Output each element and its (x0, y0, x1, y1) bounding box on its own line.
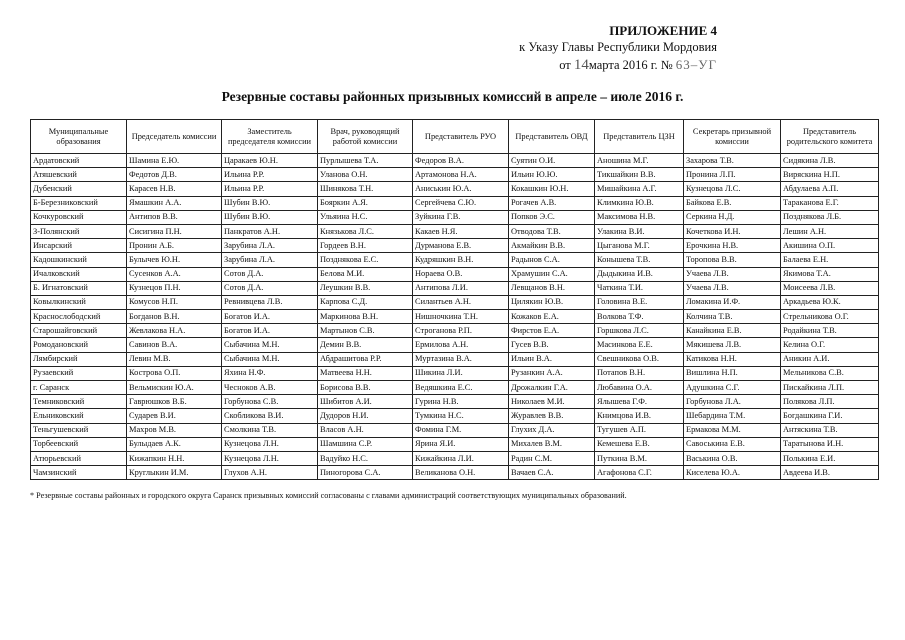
table-cell: Цыганова М.Г. (595, 239, 684, 253)
table-cell: Демин В.В. (318, 338, 413, 352)
table-cell: Левин М.В. (127, 352, 222, 366)
table-cell: Шинякова Т.Н. (318, 182, 413, 196)
footnote: * Резервные составы районных и городского округа Саранск призывных комиссий согласованы с главами администраций соответствующих муниципальных образований. (30, 491, 627, 500)
municipality-cell: З-Полянский (31, 224, 127, 238)
table-cell: Кемешева Е.В. (595, 437, 684, 451)
table-cell: Киселева Ю.А. (684, 466, 781, 480)
table-cell: Климкина Ю.В. (595, 196, 684, 210)
table-row (31, 182, 879, 196)
table-cell: Якимова Т.А. (781, 267, 879, 281)
table-cell: Колчина Т.В. (684, 310, 781, 324)
table-cell: Ильин Ю.Ю. (509, 168, 595, 182)
table-cell: Кижапкин Н.Н. (127, 451, 222, 465)
table-cell: Радин С.М. (509, 451, 595, 465)
appendix-header (519, 23, 717, 74)
date-rest: марта 2016 г. № (588, 58, 673, 72)
table-cell: Таратынова И.Н. (781, 437, 879, 451)
table-cell: Моисеева Л.В. (781, 281, 879, 295)
municipality-cell: Темниковский (31, 395, 127, 409)
municipality-cell: г. Саранск (31, 381, 127, 395)
table-cell: Канайкина Е.В. (684, 324, 781, 338)
table-row (31, 409, 879, 423)
table-cell: Левщанов В.Н. (509, 281, 595, 295)
table-cell: Михалев В.М. (509, 437, 595, 451)
table-cell: Мякишева Л.В. (684, 338, 781, 352)
column-header: Заместитель председателя комиссии (222, 120, 318, 154)
table-cell: Власов А.Н. (318, 423, 413, 437)
table-cell: Сыбачина М.Н. (222, 352, 318, 366)
municipality-cell: Теньгушевский (31, 423, 127, 437)
table-cell: Белова М.И. (318, 267, 413, 281)
table-cell: Комусов Н.П. (127, 295, 222, 309)
decree-number: 63–УГ (675, 57, 717, 72)
table-cell: Князькова Л.С. (318, 224, 413, 238)
table-cell: Акмайкин В.В. (509, 239, 595, 253)
table-cell: Скобликова В.И. (222, 409, 318, 423)
table-cell: Мельникова С.В. (781, 366, 879, 380)
table-row (31, 466, 879, 480)
table-cell: Сусенков А.А. (127, 267, 222, 281)
decree-line: к Указу Главы Республики Мордовия (519, 40, 717, 54)
document-title: Резервные составы районных призывных комиссий в апреле – июле 2016 г. (221, 89, 684, 104)
table-cell: Смолкина Т.В. (222, 423, 318, 437)
table-cell: Аниськин Ю.А. (413, 182, 509, 196)
table-cell: Пискайкина Л.П. (781, 381, 879, 395)
table-cell: Ялышева Г.Ф. (595, 395, 684, 409)
table-cell: Агафонова С.Г. (595, 466, 684, 480)
table-cell: Карасев Н.В. (127, 182, 222, 196)
municipality-cell: Атяшевский (31, 168, 127, 182)
table-cell: Шамшина С.Р. (318, 437, 413, 451)
table-cell: Учаева Л.В. (684, 281, 781, 295)
table-cell: Антипова Л.И. (413, 281, 509, 295)
table-cell: Бояркин А.Я. (318, 196, 413, 210)
table-cell: Кудряшкин В.Н. (413, 253, 509, 267)
table-cell: Аношина М.Г. (595, 154, 684, 168)
table-cell: Ульяина Н.С. (318, 210, 413, 224)
table-cell: Кокашкин Ю.Н. (509, 182, 595, 196)
table-cell: Кузнецова Л.Н. (222, 451, 318, 465)
table-cell: Дрожалкин Г.А. (509, 381, 595, 395)
table-cell: Аркадьева Ю.К. (781, 295, 879, 309)
table-cell: Сидякина Л.В. (781, 154, 879, 168)
municipality-cell: Инсарский (31, 239, 127, 253)
table-cell: Ревнивцева Л.В. (222, 295, 318, 309)
table-cell: Глухих Д.А. (509, 423, 595, 437)
table-cell: Дудоров Н.И. (318, 409, 413, 423)
municipality-cell: Б-Березниковский (31, 196, 127, 210)
table-cell: Дыдыкина И.В. (595, 267, 684, 281)
table-cell: Потапов В.Н. (595, 366, 684, 380)
table-cell: Журавлев В.В. (509, 409, 595, 423)
table-row (31, 295, 879, 309)
table-cell: Жевлакова Н.А. (127, 324, 222, 338)
table-cell: Зарубина Л.А. (222, 253, 318, 267)
table-row (31, 352, 879, 366)
table-cell: Ломакина И.Ф. (684, 295, 781, 309)
table-cell: Горбунова Л.А. (684, 395, 781, 409)
table-cell: Кузнецов П.Н. (127, 281, 222, 295)
table-cell: Родайкина Т.В. (781, 324, 879, 338)
table-cell: Шибитов А.И. (318, 395, 413, 409)
municipality-cell: Ромодановский (31, 338, 127, 352)
table-cell: Сотов Д.А. (222, 267, 318, 281)
table-cell: Полькина Е.И. (781, 451, 879, 465)
date-day: 14 (573, 57, 589, 73)
decree-date-line (519, 56, 717, 74)
table-row (31, 437, 879, 451)
table-cell: Шубин В.Ю. (222, 210, 318, 224)
table-cell: Ведяшкина Е.С. (413, 381, 509, 395)
table-cell: Масинкова Е.Е. (595, 338, 684, 352)
table-cell: Аникин А.И. (781, 352, 879, 366)
table-cell: Савинов В.А. (127, 338, 222, 352)
table-cell: Улакина В.И. (595, 224, 684, 238)
table-row (31, 224, 879, 238)
table-cell: Путкина В.М. (595, 451, 684, 465)
table-cell: Рогачев А.В. (509, 196, 595, 210)
municipality-cell: Дубенский (31, 182, 127, 196)
table-cell: Лешин А.Н. (781, 224, 879, 238)
table-cell: Учаева Л.В. (684, 267, 781, 281)
table-cell: Авдеева И.В. (781, 466, 879, 480)
table-cell: Муртазина В.А. (413, 352, 509, 366)
table-cell: Силантьев А.Н. (413, 295, 509, 309)
table-cell: Глухов А.Н. (222, 466, 318, 480)
municipality-cell: Краснослободский (31, 310, 127, 324)
column-header: Секретарь призывной комиссии (684, 120, 781, 154)
table-cell: Артамонова Н.А. (413, 168, 509, 182)
table-cell: Мартынов С.В. (318, 324, 413, 338)
table-cell: Сотов Д.А. (222, 281, 318, 295)
table-body (31, 154, 879, 480)
table-cell: Мишайкина А.Г. (595, 182, 684, 196)
table-cell: Пронин А.Б. (127, 239, 222, 253)
municipality-cell: Чамзинский (31, 466, 127, 480)
municipality-cell: Старошайговский (31, 324, 127, 338)
table-cell: Ермакова М.М. (684, 423, 781, 437)
table-row (31, 168, 879, 182)
table-row (31, 253, 879, 267)
table-cell: Зарубина Л.А. (222, 239, 318, 253)
table-cell: Захарова Т.В. (684, 154, 781, 168)
table-row (31, 366, 879, 380)
table-cell: Кузнецова Л.Н. (222, 437, 318, 451)
table-cell: Шамина Е.Ю. (127, 154, 222, 168)
table-cell: Булычев Ю.Н. (127, 253, 222, 267)
table-cell: Богдашкина Г.И. (781, 409, 879, 423)
table-cell: Волкова Т.Ф. (595, 310, 684, 324)
column-header: Муниципальные образования (31, 120, 127, 154)
table-cell: Панкратов А.Н. (222, 224, 318, 238)
table-cell: Пурлышева Т.А. (318, 154, 413, 168)
table-cell: Махров М.В. (127, 423, 222, 437)
municipality-cell: Торбеевский (31, 437, 127, 451)
table-cell: Дурманова Е.В. (413, 239, 509, 253)
table-cell: Максимова Н.В. (595, 210, 684, 224)
table-cell: Булыдаев А.К. (127, 437, 222, 451)
table-cell: Гусев В.В. (509, 338, 595, 352)
municipality-cell: Атюрьевский (31, 451, 127, 465)
table-cell: Шикина Л.И. (413, 366, 509, 380)
table-row (31, 423, 879, 437)
table-cell: Строганова Р.П. (413, 324, 509, 338)
commission-table (30, 119, 879, 480)
table-cell: Чаткина Т.И. (595, 281, 684, 295)
table-cell: Кузнецова Л.С. (684, 182, 781, 196)
municipality-cell: Кадошкинский (31, 253, 127, 267)
column-header: Представитель ОВД (509, 120, 595, 154)
municipality-cell: Ичалковский (31, 267, 127, 281)
table-cell: Книмцова И.В. (595, 409, 684, 423)
table-cell: Сисигина П.Н. (127, 224, 222, 238)
table-cell: Зуйкина Г.В. (413, 210, 509, 224)
date-prefix: от (559, 58, 571, 72)
table-cell: Балаева Е.Н. (781, 253, 879, 267)
table-cell: Ямашкин А.А. (127, 196, 222, 210)
table-cell: Ильин В.А. (509, 352, 595, 366)
column-header: Представитель ЦЗН (595, 120, 684, 154)
table-cell: Любавина О.А. (595, 381, 684, 395)
municipality-cell: Ардатовский (31, 154, 127, 168)
table-cell: Акишина О.П. (781, 239, 879, 253)
municipality-cell: Рузаевский (31, 366, 127, 380)
table-row (31, 281, 879, 295)
table-cell: Яхина Н.Ф. (222, 366, 318, 380)
table-cell: Вишлина Н.П. (684, 366, 781, 380)
table-cell: Гурина Н.В. (413, 395, 509, 409)
table-cell: Борисова В.В. (318, 381, 413, 395)
table-row (31, 395, 879, 409)
table-cell: Николаев М.И. (509, 395, 595, 409)
table-cell: Леушкин В.В. (318, 281, 413, 295)
table-cell: Виряскина Н.П. (781, 168, 879, 182)
table-cell: Катикова Н.Н. (684, 352, 781, 366)
table-cell: Сударев В.И. (127, 409, 222, 423)
table-cell: Гаврюшков В.Б. (127, 395, 222, 409)
column-header: Представитель РУО (413, 120, 509, 154)
table-cell: Вадуйко Н.С. (318, 451, 413, 465)
table-row (31, 267, 879, 281)
table-cell: Богатов И.А. (222, 324, 318, 338)
table-cell: Головина В.Е. (595, 295, 684, 309)
table-cell: Суятин О.И. (509, 154, 595, 168)
appendix-label: ПРИЛОЖЕНИЕ 4 (609, 23, 717, 38)
table-cell: Байкова Е.В. (684, 196, 781, 210)
table-cell: Ермилова А.Н. (413, 338, 509, 352)
table-cell: Чесноков А.В. (222, 381, 318, 395)
table-cell: Карпова С.Д. (318, 295, 413, 309)
table-cell: Кижайкина Л.И. (413, 451, 509, 465)
table-cell: Шебардина Т.М. (684, 409, 781, 423)
municipality-cell: Б. Игнатовский (31, 281, 127, 295)
table-cell: Кострова О.П. (127, 366, 222, 380)
municipality-cell: Ельниковский (31, 409, 127, 423)
table-cell: Ерочкина Н.В. (684, 239, 781, 253)
table-cell: Васькина О.В. (684, 451, 781, 465)
table-cell: Келина О.Г. (781, 338, 879, 352)
table-cell: Радынов С.А. (509, 253, 595, 267)
column-header: Представитель родительского комитета (781, 120, 879, 154)
table-row (31, 451, 879, 465)
table-cell: Горшкова Л.С. (595, 324, 684, 338)
table-cell: Богданов В.Н. (127, 310, 222, 324)
table-row (31, 239, 879, 253)
table-cell: Шубин В.Ю. (222, 196, 318, 210)
table-cell: Нишночкина Т.Н. (413, 310, 509, 324)
table-cell: Ильина Р.Р. (222, 168, 318, 182)
municipality-cell: Ковылкинский (31, 295, 127, 309)
table-cell: Круглыкин И.М. (127, 466, 222, 480)
table-row (31, 154, 879, 168)
table-row (31, 381, 879, 395)
table-cell: Фирстов Е.А. (509, 324, 595, 338)
table-cell: Царакаев Ю.Н. (222, 154, 318, 168)
table-cell: Матвеева Н.Н. (318, 366, 413, 380)
table-cell: Тараканова Е.Г. (781, 196, 879, 210)
table-cell: Гордеев В.Н. (318, 239, 413, 253)
table-cell: Торопова В.В. (684, 253, 781, 267)
table-cell: Великанова О.Н. (413, 466, 509, 480)
table-cell: Рузанкин А.А. (509, 366, 595, 380)
table-cell: Вачаев С.А. (509, 466, 595, 480)
table-cell: Позднякова Е.С. (318, 253, 413, 267)
table-cell: Ильина Р.Р. (222, 182, 318, 196)
table-cell: Пронина Л.П. (684, 168, 781, 182)
table-cell: Уланова О.Н. (318, 168, 413, 182)
table-cell: Вельмискин Ю.А. (127, 381, 222, 395)
table-cell: Тугушев А.П. (595, 423, 684, 437)
table-row (31, 196, 879, 210)
table-cell: Отводова Т.В. (509, 224, 595, 238)
table-cell: Маркинова В.Н. (318, 310, 413, 324)
table-cell: Нораева О.В. (413, 267, 509, 281)
table-cell: Полякова Л.П. (781, 395, 879, 409)
table-cell: Серкина Н.Д. (684, 210, 781, 224)
column-header: Председатель комиссии (127, 120, 222, 154)
table-cell: Фомина Г.М. (413, 423, 509, 437)
table-cell: Конышева Т.В. (595, 253, 684, 267)
table-cell: Кожаков Е.А. (509, 310, 595, 324)
table-cell: Адушкина С.Г. (684, 381, 781, 395)
table-cell: Цилякин Ю.В. (509, 295, 595, 309)
table-cell: Храмушин С.А. (509, 267, 595, 281)
table-row (31, 324, 879, 338)
table-cell: Свешникова О.В. (595, 352, 684, 366)
table-cell: Тикшайкин В.В. (595, 168, 684, 182)
table-cell: Пиногорова С.А. (318, 466, 413, 480)
table-cell: Абдрашитова Р.Р. (318, 352, 413, 366)
table-cell: Позднякова Л.Б. (781, 210, 879, 224)
table-row (31, 310, 879, 324)
column-header: Врач, руководящий работой комиссии (318, 120, 413, 154)
table-cell: Богатов И.А. (222, 310, 318, 324)
table-cell: Ярина Я.И. (413, 437, 509, 451)
municipality-cell: Кочкуровский (31, 210, 127, 224)
table-cell: Попков Э.С. (509, 210, 595, 224)
table-cell: Сыбачина М.Н. (222, 338, 318, 352)
table-cell: Сергейчева С.Ю. (413, 196, 509, 210)
table-header-row (31, 120, 879, 154)
table-row (31, 338, 879, 352)
municipality-cell: Лямбирский (31, 352, 127, 366)
table-cell: Кочеткова И.Н. (684, 224, 781, 238)
table-cell: Савоськина Е.В. (684, 437, 781, 451)
table-cell: Антяскина Т.В. (781, 423, 879, 437)
table-cell: Федоров В.А. (413, 154, 509, 168)
table-cell: Антипов В.В. (127, 210, 222, 224)
table-row (31, 210, 879, 224)
table-cell: Горбунова С.В. (222, 395, 318, 409)
table-cell: Стрельникова О.Г. (781, 310, 879, 324)
table-cell: Федотов Д.В. (127, 168, 222, 182)
table-cell: Абдулаева А.П. (781, 182, 879, 196)
table-cell: Тумкина Н.С. (413, 409, 509, 423)
table-cell: Какаев Н.Я. (413, 224, 509, 238)
